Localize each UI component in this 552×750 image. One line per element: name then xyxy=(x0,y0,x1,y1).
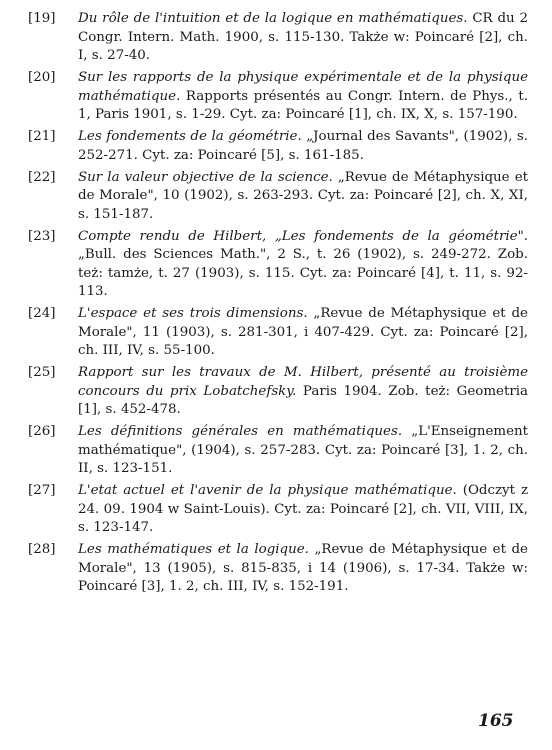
reference-title: L'espace et ses trois dimensions. xyxy=(78,306,308,321)
reference-title: Compte rendu de Hilbert, „Les fondements de la géométrie". xyxy=(78,228,528,244)
reference-entry xyxy=(28,228,528,302)
reference-number: [26] xyxy=(28,424,56,439)
reference-number: [28] xyxy=(28,542,56,557)
reference-title: Les fondements de la géométrie. xyxy=(78,129,302,144)
reference-details: „L'Enseignement mathématique", (1904), s. 257-283. Cyt. za: Poincaré [3], 1. 2, ch. II, s. 123-151. xyxy=(78,424,528,476)
reference-number: [24] xyxy=(28,306,56,321)
reference-title: Sur la valeur objective de la science. xyxy=(78,169,333,185)
reference-number: [21] xyxy=(28,129,56,144)
reference-entry xyxy=(28,482,528,538)
reference-details: „Revue de Métaphysique et de Morale", 11 (1903), s. 281-301, i 407-429. Cyt. za: Poincaré [2], ch. III, IV, s. 55-100. xyxy=(78,306,528,358)
reference-title: Sur les rapports de la physique expérimentale et de la physique mathématique. xyxy=(78,70,528,104)
reference-title: Rapport sur les travaux de M. Hilbert, présenté au troisième concours du prix Lobatchefsky. xyxy=(78,365,528,399)
reference-entry xyxy=(28,364,528,420)
bibliography xyxy=(28,10,528,600)
reference-details: „Bull. des Sciences Math.", 2 S., t. 26 (1902), s. 249-272. Zob. też: tamże, t. 27 (1903), s. 115. Cyt. za: Poincaré [4], t. 11, s. 92-113. xyxy=(78,247,528,299)
reference-number: [23] xyxy=(28,228,56,244)
reference-details: „Revue de Métaphysique et de Morale", 10 (1902), s. 263-293. Cyt. za: Poincaré [2], ch. X, XI, s. 151-187. xyxy=(78,169,528,222)
reference-entry xyxy=(28,541,528,597)
reference-entry xyxy=(28,169,528,225)
reference-details: (Odczyt z 24. 09. 1904 w Saint-Louis). Cyt. za: Poincaré [2], ch. VII, VIII, IX, s. 123-147. xyxy=(78,483,528,535)
reference-entry xyxy=(28,10,528,66)
reference-details: Paris 1904. Zob. też: Geometria [1], s. 452-478. xyxy=(78,383,528,417)
reference-number: [19] xyxy=(28,11,56,26)
reference-title: Les mathématiques et la logique. xyxy=(78,542,309,557)
reference-number: [20] xyxy=(28,70,56,85)
reference-entry xyxy=(28,69,528,125)
reference-entry xyxy=(28,128,528,165)
page-number: 165 xyxy=(478,711,514,731)
reference-title: Du rôle de l'intuition et de la logique en mathématiques. xyxy=(78,11,468,26)
reference-details: „Revue de Métaphysique et de Morale", 13 (1905), s. 815-835, i 14 (1906), s. 17-34. Także w: Poincaré [3], 1. 2, ch. III, IV, s. 152-191. xyxy=(78,542,528,594)
reference-title: L'etat actuel et l'avenir de la physique mathématique. xyxy=(78,483,457,498)
reference-title: Les définitions générales en mathématiques. xyxy=(78,424,403,439)
reference-details: CR du 2 Congr. Intern. Math. 1900, s. 115-130. Także w: Poincaré [2], ch. I, s. 27-40. xyxy=(78,11,528,63)
reference-number: [27] xyxy=(28,483,56,498)
reference-details: „Journal des Savants", (1902), s. 252-271. Cyt. za: Poincaré [5], s. 161-185. xyxy=(78,129,528,163)
reference-entry xyxy=(28,423,528,479)
reference-details: Rapports présentés au Congr. Intern. de Phys., t. 1, Paris 1901, s. 1-29. Cyt. za: Poincaré [1], ch. IX, X, s. 157-190. xyxy=(78,88,528,122)
reference-entry xyxy=(28,305,528,361)
reference-number: [25] xyxy=(28,365,56,380)
reference-number: [22] xyxy=(28,169,56,185)
